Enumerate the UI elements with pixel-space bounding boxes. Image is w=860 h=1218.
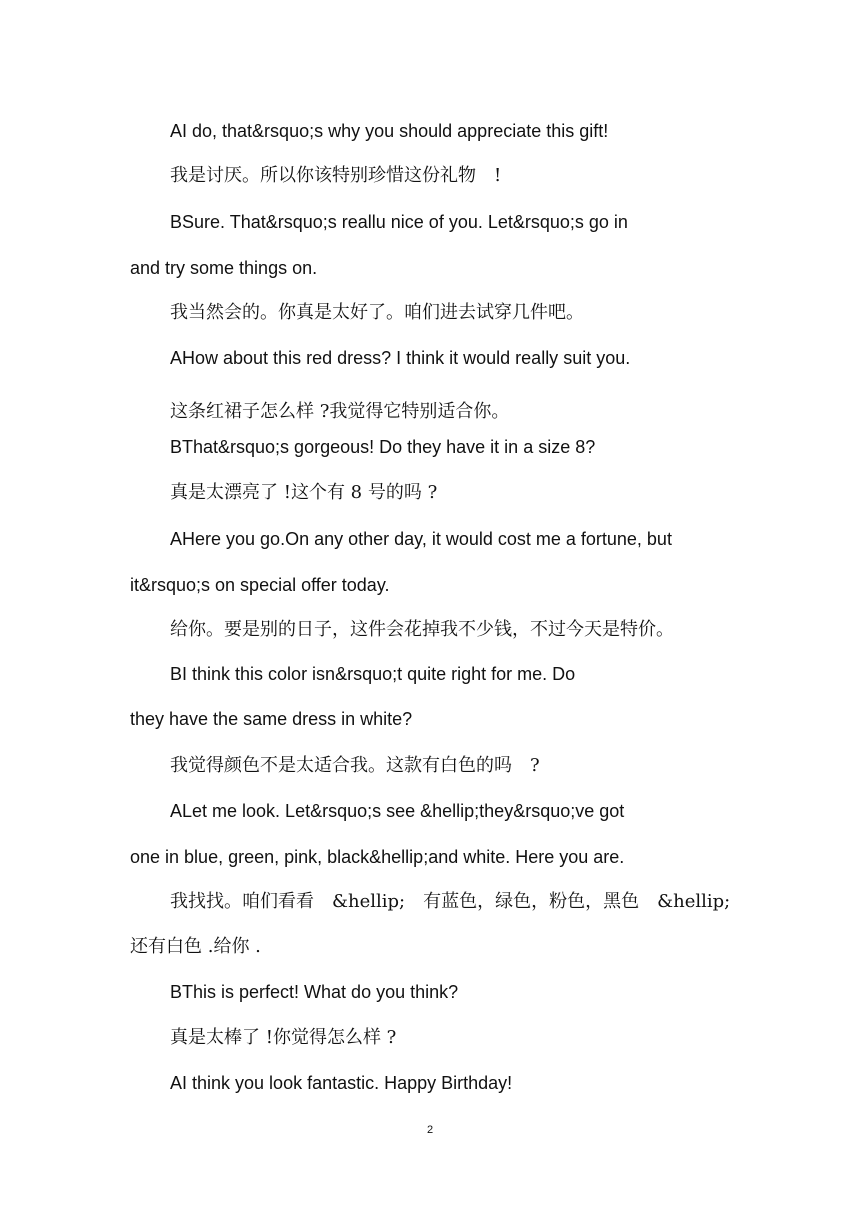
dialogue-line-1: AI do, that&rsquo;s why you should appreciate this gift! — [170, 121, 609, 141]
dialogue-line-3: BSure. That&rsquo;s reallu nice of you. Let&rsquo;s go in — [170, 212, 628, 232]
dialogue-line-17: one in blue, green, pink, black&hellip;and white. Here you are. — [130, 847, 625, 867]
dialogue-line-14: they have the same dress in white? — [130, 709, 413, 729]
dialogue-line-10: AHere you go.On any other day, it would cost me a fortune, but — [170, 529, 672, 549]
dialogue-line-9: 真是太漂亮了 !这个有 8 号的吗 ? — [170, 482, 438, 503]
dialogue-line-18: 我找找。咱们看看 &hellip; 有蓝色，绿色，粉色，黑色 &hellip; — [170, 891, 731, 912]
dialogue-line-7: 这条红裙子怎么样 ?我觉得它特别适合你。 — [170, 401, 510, 422]
dialogue-line-4: and try some things on. — [130, 258, 318, 278]
dialogue-line-12: 给你。要是别的日子，这件会花掉我不少钱，不过今天是特价。 — [170, 619, 674, 640]
dialogue-line-15: 我觉得颜色不是太适合我。这款有白色的吗 ? — [170, 755, 540, 776]
dialogue-line-20: BThis is perfect! What do you think? — [170, 982, 459, 1002]
dialogue-line-22: AI think you look fantastic. Happy Birthday! — [170, 1073, 513, 1093]
dialogue-line-2: 我是讨厌。所以你该特别珍惜这份礼物 ! — [170, 165, 502, 186]
dialogue-line-6: AHow about this red dress? I think it would really suit you. — [170, 348, 631, 368]
dialogue-line-5: 我当然会的。你真是太好了。咱们进去试穿几件吧。 — [170, 302, 584, 323]
dialogue-line-11: it&rsquo;s on special offer today. — [130, 575, 390, 595]
dialogue-line-19: 还有白色 .给你 . — [130, 936, 261, 957]
dialogue-line-21: 真是太棒了 !你觉得怎么样 ? — [170, 1027, 397, 1048]
dialogue-line-8: BThat&rsquo;s gorgeous! Do they have it in a size 8? — [170, 437, 596, 457]
dialogue-line-13: BI think this color isn&rsquo;t quite right for me. Do — [170, 664, 576, 684]
page-number: 2 — [426, 1124, 434, 1136]
dialogue-line-16: ALet me look. Let&rsquo;s see &hellip;they&rsquo;ve got — [170, 801, 625, 821]
